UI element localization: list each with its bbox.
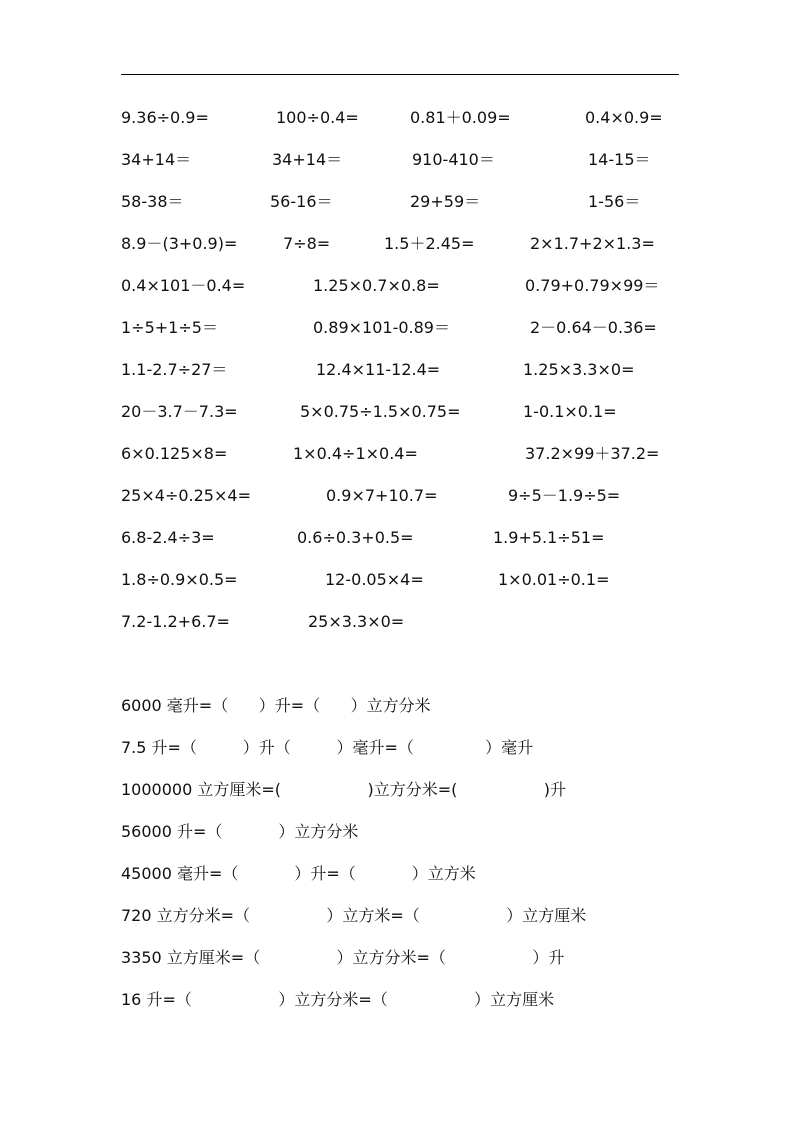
- arith-problem: 1×0.01÷0.1=: [498, 570, 610, 589]
- top-rule: [121, 74, 679, 75]
- conversion-line: 16 升=（ ）立方分米=（ ）立方厘米: [121, 990, 555, 1009]
- conversion-line: 720 立方分米=（ ）立方米=（ ）立方厘米: [121, 906, 587, 925]
- arith-problem: 0.81＋0.09=: [410, 108, 511, 127]
- conversion-line: 45000 毫升=（ ）升=（ ）立方米: [121, 864, 476, 883]
- arith-problem: 20－3.7－7.3=: [121, 402, 238, 421]
- arith-problem: 6×0.125×8=: [121, 444, 228, 463]
- arith-row-10: [0, 482, 800, 510]
- arith-problem: 58-38＝: [121, 192, 184, 211]
- conversion-line: 7.5 升=（ ）升（ ）毫升=（ ）毫升: [121, 738, 534, 757]
- arith-row-2: [0, 146, 800, 174]
- arith-problem: 6.8-2.4÷3=: [121, 528, 215, 547]
- arith-problem: 100÷0.4=: [276, 108, 359, 127]
- arith-problem: 1.5＋2.45=: [384, 234, 475, 253]
- arith-problem: 1.1-2.7÷27＝: [121, 360, 228, 379]
- arith-problem: 34+14＝: [272, 150, 343, 169]
- arith-problem: 0.9×7+10.7=: [326, 486, 438, 505]
- conversion-line: 56000 升=（ ）立方分米: [121, 822, 359, 841]
- arith-row-8: [0, 398, 800, 426]
- arith-problem: 12.4×11-12.4=: [316, 360, 441, 379]
- arith-problem: 7.2-1.2+6.7=: [121, 612, 230, 631]
- arith-problem: 0.79+0.79×99＝: [525, 276, 660, 295]
- arith-problem: 1.25×0.7×0.8=: [313, 276, 440, 295]
- arith-problem: 1×0.4÷1×0.4=: [293, 444, 418, 463]
- arith-row-5: [0, 272, 800, 300]
- arith-problem: 29+59＝: [410, 192, 481, 211]
- arith-problem: 0.89×101-0.89＝: [313, 318, 450, 337]
- conversion-line: 1000000 立方厘米=( )立方分米=( )升: [121, 780, 567, 799]
- arith-problem: 37.2×99＋37.2=: [525, 444, 660, 463]
- arith-problem: 2×1.7+2×1.3=: [530, 234, 655, 253]
- arith-problem: 14-15＝: [588, 150, 651, 169]
- arith-row-13: [0, 608, 800, 636]
- arith-problem: 8.9－(3+0.9)=: [121, 234, 238, 253]
- arith-problem: 1-0.1×0.1=: [523, 402, 617, 421]
- arith-problem: 2－0.64－0.36=: [530, 318, 657, 337]
- arith-problem: 0.6÷0.3+0.5=: [297, 528, 414, 547]
- arith-problem: 0.4×0.9=: [585, 108, 663, 127]
- conversion-line: 3350 立方厘米=（ ）立方分米=（ ）升: [121, 948, 565, 967]
- arith-row-12: [0, 566, 800, 594]
- arith-problem: 5×0.75÷1.5×0.75=: [300, 402, 461, 421]
- arith-problem: 34+14＝: [121, 150, 192, 169]
- arith-row-4: [0, 230, 800, 258]
- arith-problem: 7÷8=: [283, 234, 331, 253]
- arith-row-6: [0, 314, 800, 342]
- arith-problem: 1.8÷0.9×0.5=: [121, 570, 238, 589]
- arith-problem: 0.4×101－0.4=: [121, 276, 246, 295]
- arith-row-1: [0, 104, 800, 132]
- arith-problem: 9.36÷0.9=: [121, 108, 209, 127]
- arith-row-11: [0, 524, 800, 552]
- arith-row-7: [0, 356, 800, 384]
- arith-row-9: [0, 440, 800, 468]
- arith-row-3: [0, 188, 800, 216]
- arith-problem: 910-410＝: [412, 150, 495, 169]
- arith-problem: 1÷5+1÷5＝: [121, 318, 218, 337]
- arith-problem: 1-56＝: [588, 192, 641, 211]
- arith-problem: 1.9+5.1÷51=: [493, 528, 605, 547]
- arith-problem: 1.25×3.3×0=: [523, 360, 635, 379]
- arith-problem: 25×3.3×0=: [308, 612, 405, 631]
- arith-problem: 25×4÷0.25×4=: [121, 486, 251, 505]
- arith-problem: 56-16＝: [270, 192, 333, 211]
- arith-problem: 12-0.05×4=: [325, 570, 424, 589]
- conversion-line: 6000 毫升=（ ）升=（ ）立方分米: [121, 696, 431, 715]
- arith-problem: 9÷5－1.9÷5=: [508, 486, 621, 505]
